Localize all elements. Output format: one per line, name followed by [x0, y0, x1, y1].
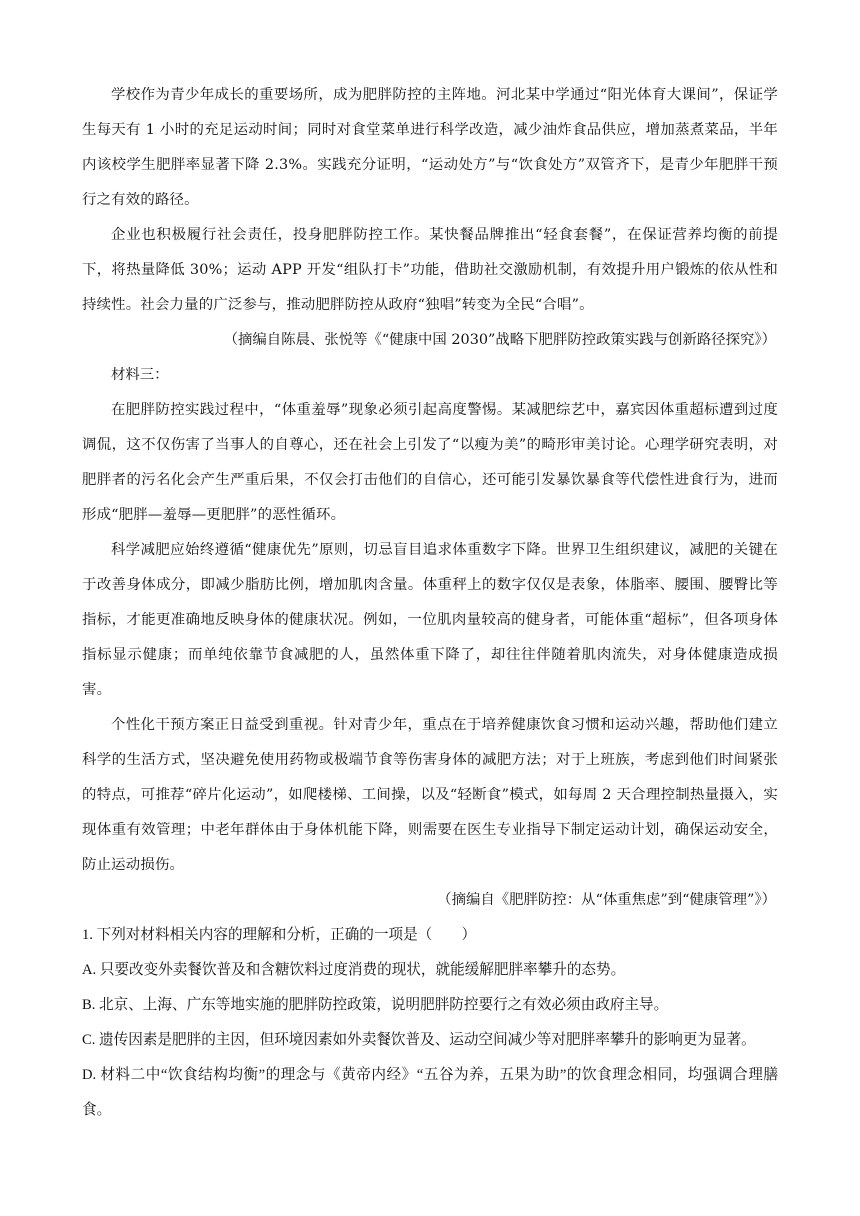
option-b[interactable]: B. 北京、上海、广东等地实施的肥胖防控政策，说明肥胖防控要行之有效必须由政府主导。 [82, 997, 669, 1013]
paragraph-weight-shaming: 在肥胖防控实践过程中，“体重羞辱”现象必须引起高度警惕。某减肥综艺中，嘉宾因体重超标遭到过度调侃，这不仅伤害了当事人的自尊心，还在社会上引发了“以瘦为美”的畸形审美讨论。心理学研究表明，对肥胖者的污名化会产生严重后果，不仅会打击他们的自信心，还可能引发暴饮暴食等代偿性进食行为，进而形成“肥胖—羞辱—更肥胖”的恶性循环。 [82, 402, 778, 523]
paragraph-school-practice: 学校作为青少年成长的重要场所，成为肥胖防控的主阵地。河北某中学通过“阳光体育大课间”，保证学生每天有 1 小时的充足运动时间；同时对食堂菜单进行科学改造，减少油炸食品供应，增加蒸煮菜品，半年内该校学生肥胖率显著下降 2.3%。实践充分证明，“运动处方”与“饮食处方”双管齐下，是青少年肥胖干预行之有效的路径。 [82, 87, 778, 208]
question-stem: 1. 下列对材料相关内容的理解和分析，正确的一项是（ ） [82, 927, 477, 943]
option-a[interactable]: A. 只要改变外卖餐饮普及和含糖饮料过度消费的现状，就能缓解肥胖率攀升的态势。 [82, 962, 626, 978]
option-c[interactable]: C. 遗传因素是肥胖的主因，但环境因素如外卖餐饮普及、运动空间减少等对肥胖率攀升的影响更为显著。 [82, 1032, 756, 1048]
material-three-heading: 材料三： [111, 367, 169, 383]
source-citation-material-two: （摘编自陈晨、张悦等《“健康中国 2030”战略下肥胖防控政策实践与创新路径探究》） [223, 332, 776, 348]
paragraph-personalized-intervention: 个性化干预方案正日益受到重视。针对青少年，重点在于培养健康饮食习惯和运动兴趣，帮助他们建立科学的生活方式，坚决避免使用药物或极端节食等伤害身体的减肥方法；对于上班族，考虑到他们时间紧张的特点，可推荐“碎片化运动”，如爬楼梯、工间操，以及“轻断食”模式，如每周 2 天合理控制热量摄入，实现体重有效管理；中老年群体由于身体机能下降，则需要在医生专业指导下制定运动计划，确保运动安全，防止运动损伤。 [82, 717, 778, 873]
source-citation-material-three: （摘编自《肥胖防控：从“体重焦虑”到“健康管理”》） [437, 892, 776, 908]
paragraph-enterprise-responsibility: 企业也积极履行社会责任，投身肥胖防控工作。某快餐品牌推出“轻食套餐”，在保证营养均衡的前提下，将热量降低 30%；运动 APP 开发“组队打卡”功能，借助社交激励机制，有效提升用户锻炼的依从性和持续性。社会力量的广泛参与，推动肥胖防控从政府“独唱”转变为全民“合唱”。 [82, 227, 778, 313]
option-d[interactable]: D. 材料二中“饮食结构均衡”的理念与《黄帝内经》“五谷为养，五果为助”的饮食理念相同，均强调合理膳食。 [82, 1067, 778, 1118]
document-page [82, 78, 778, 1128]
paragraph-scientific-weight-loss: 科学减肥应始终遵循“健康优先”原则，切忌盲目追求体重数字下降。世界卫生组织建议，减肥的关键在于改善身体成分，即减少脂肪比例，增加肌肉含量。体重秤上的数字仅仅是表象，体脂率、腰围、腰臀比等指标，才能更准确地反映身体的健康状况。例如，一位肌肉量较高的健身者，可能体重“超标”，但各项身体指标显示健康；而单纯依靠节食减肥的人，虽然体重下降了，却往往伴随着肌肉流失，对身体健康造成损害。 [82, 542, 778, 698]
